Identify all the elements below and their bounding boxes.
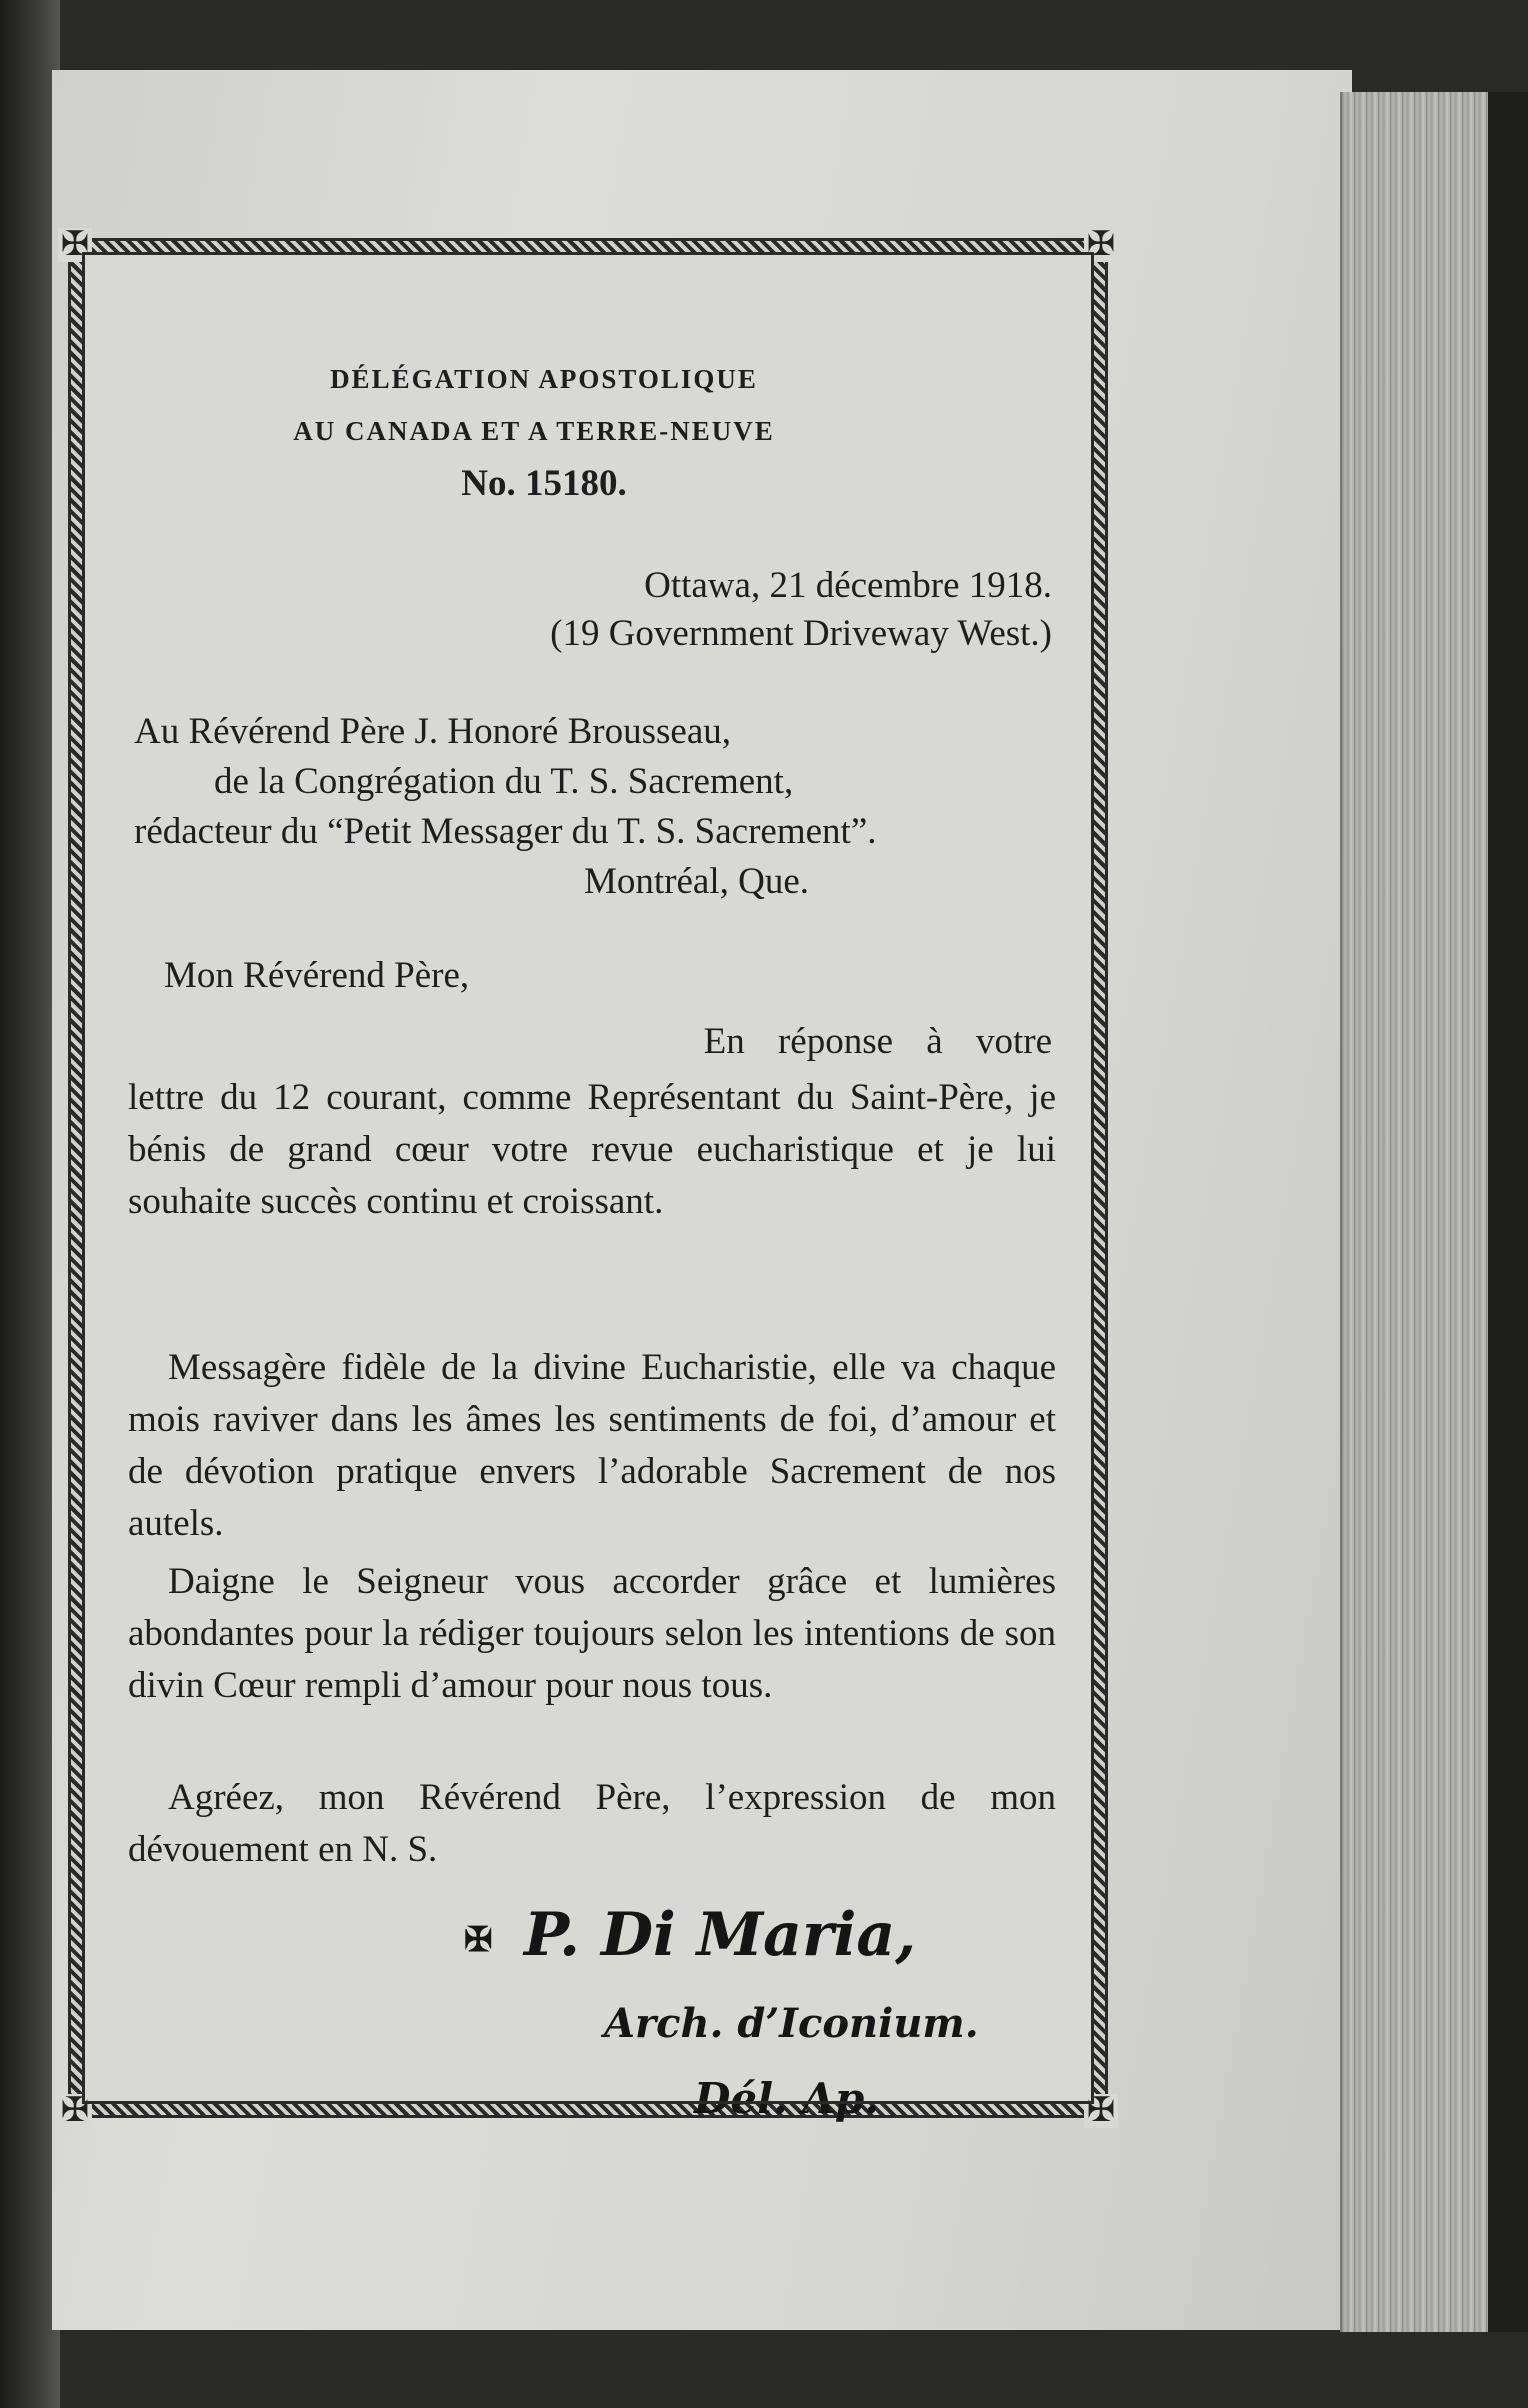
cross-corner-icon: ✠ — [1084, 228, 1118, 262]
recipient-line-3: rédacteur du “Petit Messager du T. S. Sacrement”. — [134, 811, 877, 852]
page-edges — [1340, 92, 1492, 2332]
salutation: Mon Révérend Père, — [164, 955, 470, 996]
recipient-line-1: Au Révérend Père J. Honoré Brousseau, — [134, 711, 731, 752]
date-line: Ottawa, 21 décembre 1918. — [644, 565, 1052, 606]
letter-body — [104, 294, 1062, 2123]
paragraph-1: lettre du 12 courant, comme Représentant du Saint-Père, je bénis de grand cœur votre revue eucharistique et je lui souhaite succès continu et croissant. — [128, 1077, 1056, 1222]
header-line-1: DÉLÉGATION APOSTOLIQUE — [330, 364, 758, 394]
cross-corner-icon: ✠ — [58, 228, 92, 262]
paragraph-2: Messagère fidèle de la divine Eucharistie, elle va chaque mois raviver dans les âmes les sentiments de foi, d’amour et de dévotion pratique envers l’adorable Sacrement de nos autels. — [128, 1347, 1056, 1544]
paragraph-1-start: En réponse à votre — [703, 1021, 1052, 1062]
cross-icon: ✠ — [464, 1920, 493, 1960]
cross-corner-icon: ✠ — [58, 2094, 92, 2128]
signature-title-1: Arch. d’Iconium. — [604, 2000, 979, 2047]
recipient-line-2: de la Congrégation du T. S. Sacrement, — [214, 761, 794, 802]
paragraph-3: Daigne le Seigneur vous accorder grâce et lumières abondantes pour la rédiger toujours selon les intentions de son divin Cœur rempli d’amour pour nous tous. — [128, 1561, 1056, 1706]
signature-title-2: Dél. Ap. — [694, 2074, 879, 2123]
reference-number: No. 15180. — [461, 463, 627, 504]
address-line: (19 Government Driveway West.) — [550, 613, 1052, 654]
cross-corner-icon: ✠ — [1084, 2094, 1118, 2128]
scan-background-right — [1488, 92, 1528, 2332]
paragraph-4: Agréez, mon Révérend Père, l’expression de mon dévouement en N. S. — [128, 1777, 1056, 1870]
recipient-line-4: Montréal, Que. — [584, 861, 810, 902]
scan-background-left — [0, 0, 60, 2408]
decorative-border-frame — [60, 226, 1116, 2129]
header-line-2: AU CANADA ET A TERRE-NEUVE — [293, 416, 775, 446]
signature-name: P. Di Maria, — [524, 1900, 917, 1970]
